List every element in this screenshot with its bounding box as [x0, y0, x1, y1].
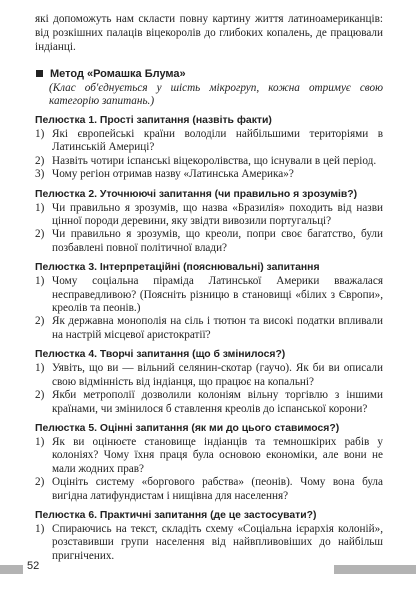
question-text: Чи правильно я зрозумів, що креоли, попри своє багатство, були позбавлені повної політичної влади?: [52, 228, 383, 254]
question-item: [35, 362, 383, 389]
question-number: 2): [35, 228, 45, 241]
question-text: Чому соціальна піраміда Латинської Америки вважалася несправедливою? (Поясніть різницю в становищі «білих з Європи», креолів та пеонів.): [52, 275, 383, 315]
petal-title: Пелюстка 1. Прості запитання (назвіть факти): [35, 115, 272, 126]
petal-title: Пелюстка 4. Творчі запитання (що б змінилося?): [35, 349, 286, 361]
question-number: 1): [35, 522, 45, 535]
petal-section: [35, 188, 383, 256]
question-number: 2): [35, 315, 45, 328]
method-title: Метод «Ромашка Блума»: [50, 68, 186, 80]
petal-section: [35, 261, 383, 342]
question-item: [35, 155, 383, 168]
question-number: 1): [35, 362, 45, 375]
question-item: [35, 476, 383, 503]
petal-title: Пелюстка 5. Оцінні запитання (як ми до цього ставимося?): [35, 422, 340, 434]
footer-bar-left: [0, 565, 23, 574]
question-text: Чому регіон отримав назву «Латинська Америка»?: [52, 168, 294, 181]
page-number: 52: [27, 560, 40, 572]
question-item: [35, 202, 383, 229]
question-text: Чи правильно я зрозумів, що назва «Бразилія» походить від назви цінної породи деревини, яку звідти вивозили португальці?: [52, 201, 383, 228]
method-instruction: (Клас об'єднується у шість мікрогруп, кожна отримує свою категорію запитань.): [49, 82, 383, 107]
square-bullet-icon: [36, 70, 43, 77]
intro-paragraph: які допоможуть нам скласти повну картину життя латиноамериканців: від розкішних палаців віцекоролів до глибоких копалень, де працювали індіанці.: [35, 13, 383, 53]
footer-bar-right: [334, 565, 416, 574]
question-text: Оцініть систему «боргового рабства» (пеонів). Чому вона була вигідна латифундистам і нищівна для населення?: [52, 476, 383, 502]
petal-title: Пелюстка 6. Практичні запитання (де це застосувати?): [35, 509, 317, 521]
question-text: Якби метрополії дозволили колоніям вільну торгівлю з іншими країнами, чи змінилося б ставлення креолів до іспанської корони?: [52, 389, 383, 415]
question-item: [35, 436, 383, 476]
petal-section: [35, 114, 383, 182]
question-number: 1): [35, 128, 45, 140]
question-text: Назвіть чотири іспанські віцекоролівства, що існували в цей період.: [52, 154, 377, 167]
question-number: 1): [35, 435, 45, 448]
question-item: [35, 228, 383, 255]
question-text: Уявіть, що ви — вільний селянин-скотар (гаучо). Як би ви описали свою відмінність від індіанця, що працює на копальні?: [52, 362, 383, 388]
question-number: 1): [35, 275, 45, 288]
petal-section: [35, 509, 383, 563]
petal-title: Пелюстка 3. Інтерпретаційні (пояснювальні) запитання: [35, 262, 320, 274]
question-number: 1): [35, 201, 45, 214]
question-number: 2): [35, 389, 45, 402]
question-item: [35, 275, 383, 315]
method-heading: [35, 67, 383, 81]
question-item: [35, 389, 383, 416]
question-item: [35, 128, 383, 155]
question-text: Які європейські країни володіли найбільшими територіями в Латинській Америці?: [52, 128, 383, 154]
question-number: 3): [35, 168, 45, 181]
question-item: [35, 315, 383, 342]
question-text: Як державна монополія на сіль і тютюн та високі податки впливали на настрій місцевої аристократії?: [52, 315, 383, 341]
petal-section: [35, 422, 383, 503]
question-number: 2): [35, 154, 45, 167]
page-content: [35, 12, 383, 563]
question-number: 2): [35, 476, 45, 489]
question-text: Спираючись на текст, складіть схему «Соціальна ієрархія колоній», розставивши групи населення від найвпливовіших до найбільш пригнічених.: [52, 522, 383, 562]
question-text: Як ви оцінюєте становище індіанців та темношкірих рабів у колоніях? Чому їхня праця була основою економіки, але вони не мали жодних прав?: [52, 435, 383, 475]
petal-title: Пелюстка 2. Уточнюючі запитання (чи правильно я зрозумів?): [35, 188, 358, 200]
petals-list: [35, 114, 383, 563]
petal-section: [35, 348, 383, 416]
question-item: [35, 168, 383, 181]
question-item: [35, 523, 383, 563]
